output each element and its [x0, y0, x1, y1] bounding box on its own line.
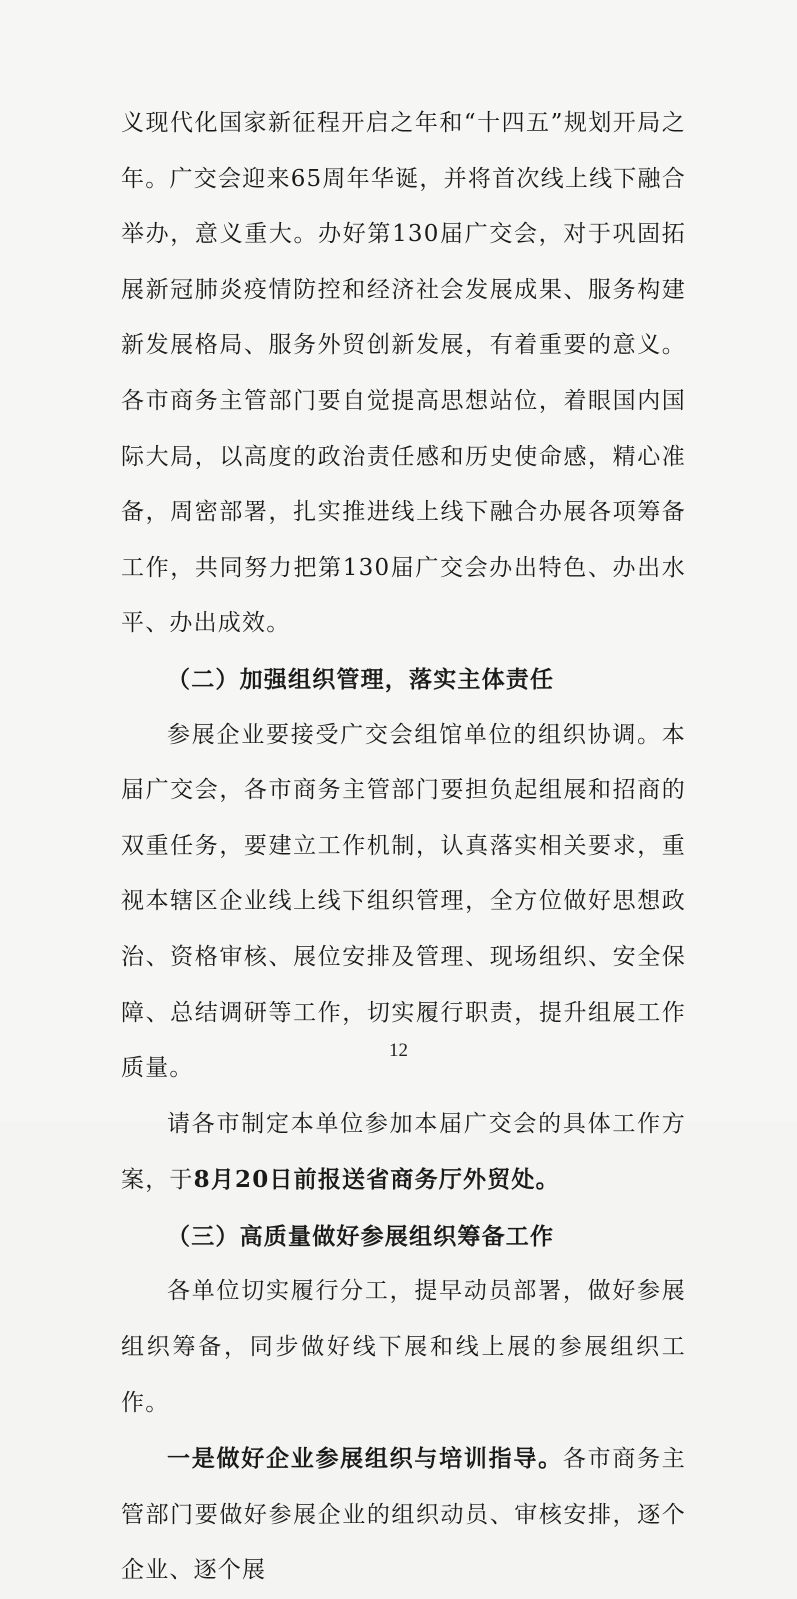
training-lead: 一是做好企业参展组织与培训指导。 [167, 1445, 563, 1473]
training-text: 各市商务主管部门要做好参展企业的组织动员、审核安排，逐个企业、逐个展 [121, 1446, 687, 1584]
paragraph-training [121, 1431, 686, 1599]
paragraph-deadline [121, 1097, 686, 1209]
deadline-text: 请各市制定本单位参加本届广交会的具体工作方案，于 [121, 1110, 686, 1194]
section-heading-3: （三）高质量做好参展组织筹备工作 [167, 1222, 555, 1250]
paragraph-preparation: 各单位切实履行分工，提早动员部署，做好参展组织筹备，同步做好线下展和线上展的参展组织工作。 [121, 1278, 686, 1416]
paragraph-organization: 参展企业要接受广交会组馆单位的组织协调。本届广交会，各市商务主管部门要担负起组展和招商的双重任务，要建立工作机制，认真落实相关要求，重视本辖区企业线上线下组织管理，全方位做好思想政治、资格审核、展位安排及管理、现场组织、安全保障、总结调研等工作，切实履行职责，提升组展工作质量。 [121, 721, 686, 1082]
paragraph-opening: 义现代化国家新征程开启之年和“十四五”规划开局之年。广交会迎来65周年华诞，并将首次线上线下融合举办，意义重大。办好第130届广交会，对于巩固拓展新冠肺炎疫情防控和经济社会发展成果、服务构建新发展格局、服务外贸创新发展，有着重要的意义。各市商务主管部门要自觉提高思想站位，着眼国内国际大局，以高度的政治责任感和历史使命感，精心准备，周密部署，扎实推进线上线下融合办展各项筹备工作，共同努力把第130届广交会办出特色、办出水平、办出成效。 [121, 110, 686, 637]
deadline-bold: 8月20日前报送省商务厅外贸处。 [193, 1166, 560, 1194]
document-body [121, 96, 686, 1599]
section-heading-2: （二）加强组织管理，落实主体责任 [167, 665, 555, 693]
page-number: 12 [389, 1040, 408, 1061]
